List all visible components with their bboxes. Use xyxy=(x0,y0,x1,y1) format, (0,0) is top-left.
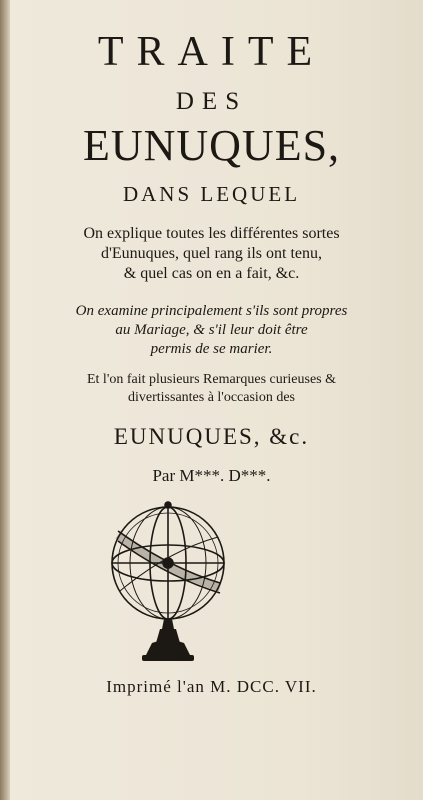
subject-heading: EUNUQUES, &c. xyxy=(113,424,310,449)
imprint-date: Imprimé l'an M. DCC. VII. xyxy=(106,677,317,696)
paragraph-remarques xyxy=(0,371,423,407)
title-word-traite: TRAITE xyxy=(97,29,326,75)
author-line: Par M***. D***. xyxy=(152,466,271,485)
title-word-des: DES xyxy=(175,88,248,115)
paragraph-line: Et l'on fait plusieurs Remarques curieuses & xyxy=(86,372,337,387)
title-dans-lequel: DANS LEQUEL xyxy=(122,182,301,206)
paragraph-line: divertissantes à l'occasion des xyxy=(128,390,295,405)
paragraph-examine xyxy=(0,302,423,359)
paragraph-line: d'Eunuques, quel rang ils ont tenu, xyxy=(100,245,323,262)
paragraph-line: permis de se marier. xyxy=(150,341,273,357)
paragraph-line: & quel cas on en a fait, &c. xyxy=(123,265,300,282)
paragraph-explique xyxy=(0,224,423,284)
paragraph-line: On examine principalement s'ils sont propres xyxy=(75,303,348,319)
paragraph-line: On explique toutes les différentes sortes xyxy=(83,225,340,242)
paragraph-line: au Mariage, & s'il leur doit être xyxy=(115,322,308,338)
armillary-sphere-icon xyxy=(108,501,228,666)
title-word-eunuques: EUNUQUES, xyxy=(82,121,341,170)
